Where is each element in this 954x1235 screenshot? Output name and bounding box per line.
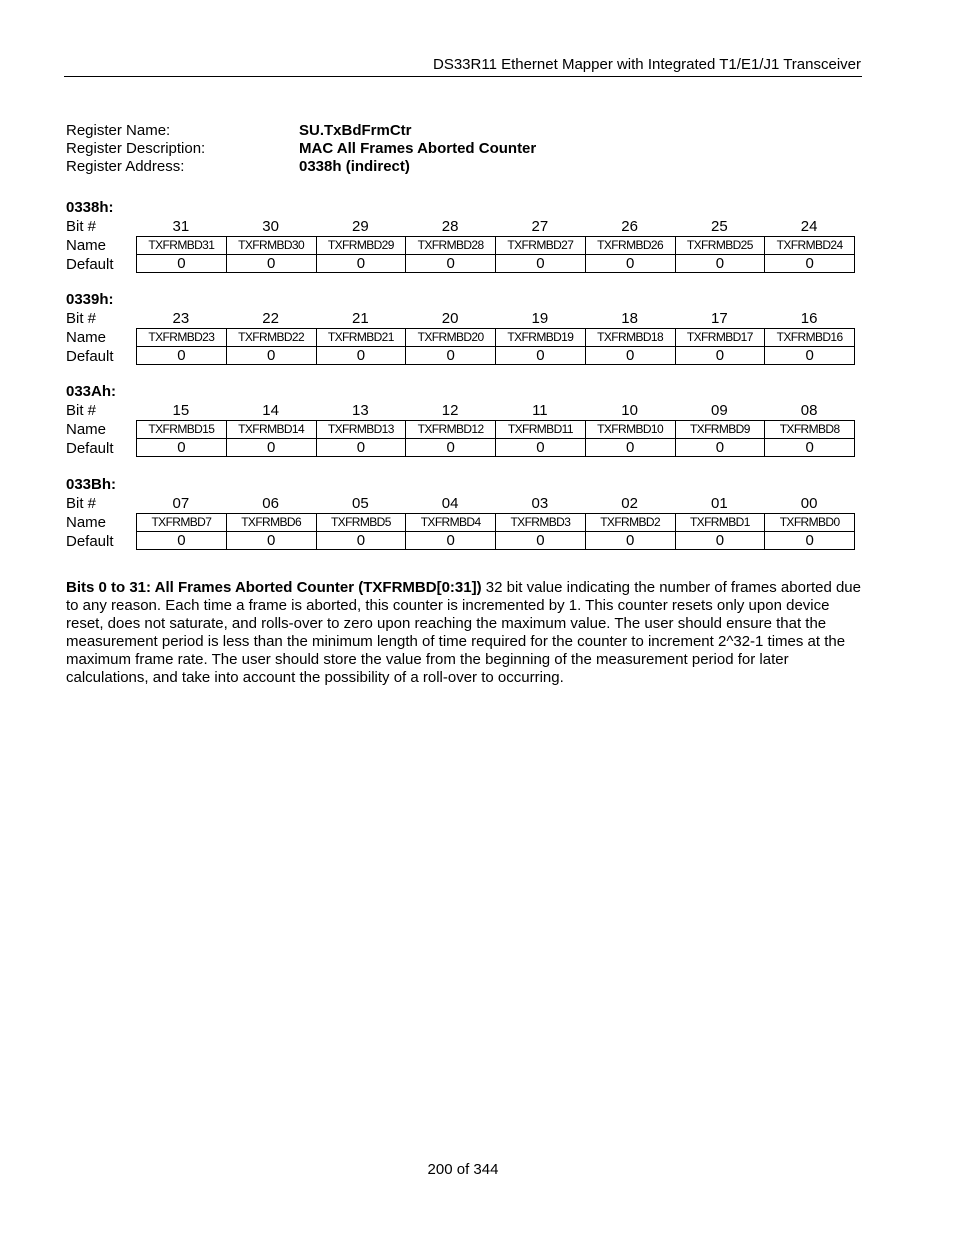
register-address-value: 0338h (indirect) — [299, 158, 410, 175]
bit-name-cell: TXFRMBD5 — [317, 514, 407, 531]
register-name-value: SU.TxBdFrmCtr — [299, 122, 412, 139]
block-address: 033Bh: — [66, 476, 117, 493]
default-row — [66, 532, 866, 551]
name-row-label: Name — [66, 237, 107, 254]
bit-default-cell: 0 — [676, 347, 766, 364]
bit-default-cell: 0 — [765, 439, 855, 456]
bit-row — [66, 401, 866, 420]
bit-number: 21 — [352, 310, 369, 327]
bit-number: 10 — [621, 402, 638, 419]
bit-name-cell: TXFRMBD1 — [676, 514, 766, 531]
bit-default-cell: 0 — [406, 347, 496, 364]
name-row — [66, 513, 866, 532]
bit-row-label: Bit # — [66, 218, 97, 235]
bit-name-cell: TXFRMBD9 — [676, 421, 766, 438]
bit-number: 03 — [531, 495, 549, 512]
bit-number: 22 — [262, 310, 279, 327]
bit-number: 00 — [800, 495, 818, 512]
name-row — [66, 420, 866, 439]
bit-number: 31 — [172, 218, 190, 235]
bit-name-cell: TXFRMBD10 — [586, 421, 676, 438]
bit-number: 12 — [441, 402, 459, 419]
default-row — [66, 347, 866, 366]
bit-number: 25 — [711, 218, 728, 235]
bit-default-cell: 0 — [227, 255, 317, 272]
bit-name-cell: TXFRMBD3 — [496, 514, 586, 531]
bit-name-cell: TXFRMBD18 — [586, 329, 676, 346]
bit-name-cell: TXFRMBD22 — [227, 329, 317, 346]
register-block-0339h — [66, 291, 866, 366]
bit-name-cell: TXFRMBD13 — [317, 421, 407, 438]
register-description-value: MAC All Frames Aborted Counter — [299, 140, 537, 157]
register-name-label: Register Name: — [66, 122, 171, 139]
register-description-label: Register Description: — [66, 140, 206, 157]
bit-number: 06 — [262, 495, 279, 512]
bit-description-paragraph — [66, 579, 866, 687]
bit-default-cell: 0 — [765, 347, 855, 364]
bit-default-cell: 0 — [406, 439, 496, 456]
bit-number: 27 — [531, 218, 549, 235]
bit-name-cell: TXFRMBD2 — [586, 514, 676, 531]
bit-number: 19 — [531, 310, 549, 327]
bit-name-cell: TXFRMBD17 — [676, 329, 766, 346]
bit-default-cell: 0 — [227, 439, 317, 456]
bit-number: 09 — [711, 402, 728, 419]
bit-number: 30 — [262, 218, 279, 235]
bit-number: 20 — [441, 310, 459, 327]
bit-default-cell: 0 — [137, 439, 227, 456]
bit-default-cell: 0 — [496, 532, 586, 549]
bit-name-cell: TXFRMBD11 — [496, 421, 586, 438]
bit-name-cell: TXFRMBD0 — [765, 514, 855, 531]
bit-default-cell: 0 — [317, 255, 407, 272]
bit-default-cell: 0 — [137, 532, 227, 549]
bit-default-cell: 0 — [496, 255, 586, 272]
bit-name-cell: TXFRMBD12 — [406, 421, 496, 438]
bit-number: 07 — [172, 495, 190, 512]
bit-number: 29 — [352, 218, 369, 235]
bit-number: 23 — [172, 310, 190, 327]
bit-default-cell: 0 — [586, 439, 676, 456]
bit-name-cell: TXFRMBD16 — [765, 329, 855, 346]
bit-name-cell: TXFRMBD8 — [765, 421, 855, 438]
bit-number: 17 — [711, 310, 728, 327]
default-row-label: Default — [66, 533, 114, 550]
block-address: 033Ah: — [66, 383, 117, 400]
bit-default-cell: 0 — [496, 439, 586, 456]
default-row — [66, 255, 866, 274]
bit-row — [66, 494, 866, 513]
bit-default-cell: 0 — [765, 255, 855, 272]
bit-default-cell: 0 — [137, 347, 227, 364]
bit-name-cell: TXFRMBD25 — [676, 237, 766, 254]
bit-number: 05 — [352, 495, 369, 512]
name-row — [66, 328, 866, 347]
bit-name-cell: TXFRMBD31 — [137, 237, 227, 254]
bit-default-cell: 0 — [586, 532, 676, 549]
bit-row-label: Bit # — [66, 402, 97, 419]
bit-number: 08 — [800, 402, 818, 419]
bit-default-cell: 0 — [676, 532, 766, 549]
bit-number: 16 — [800, 310, 818, 327]
bit-name-cell: TXFRMBD6 — [227, 514, 317, 531]
bit-number: 28 — [441, 218, 459, 235]
name-row-label: Name — [66, 514, 107, 531]
default-row-label: Default — [66, 440, 114, 457]
bit-name-cell: TXFRMBD23 — [137, 329, 227, 346]
bit-default-cell: 0 — [676, 255, 766, 272]
bit-name-cell: TXFRMBD19 — [496, 329, 586, 346]
register-block-033ah — [66, 383, 866, 458]
bit-name-cell: TXFRMBD24 — [765, 237, 855, 254]
bit-name-cell: TXFRMBD29 — [317, 237, 407, 254]
bit-default-cell: 0 — [227, 347, 317, 364]
bit-number: 11 — [532, 402, 548, 419]
register-block-033bh — [66, 476, 866, 551]
name-row-label: Name — [66, 421, 107, 438]
bit-description-body: 32 bit value indicating the number of frames aborted due to any reason. Each time a frame is aborted, this counter is incremented by 1. This counter resets only upon device reset, does not saturate, and rolls-over to zero upon reaching the maximum value. The user should ensure that the measurement period is less than the minimum length of time required for the counter to increment 2^32-1 times at the maximum frame rate. The user should store the value from the beginning of the measurement period for later calculations, and take into account the possibility of a roll-over to occurring. — [66, 579, 861, 686]
bit-default-cell: 0 — [586, 255, 676, 272]
bit-row — [66, 217, 866, 236]
bit-number: 14 — [262, 402, 279, 419]
document-header-title: DS33R11 Ethernet Mapper with Integrated T1/E1/J1 Transceiver — [432, 56, 861, 73]
bit-name-cell: TXFRMBD4 — [406, 514, 496, 531]
default-row-label: Default — [66, 348, 114, 365]
bit-name-cell: TXFRMBD27 — [496, 237, 586, 254]
register-address-label: Register Address: — [66, 158, 185, 175]
name-row — [66, 236, 866, 255]
bit-description-heading: Bits 0 to 31: All Frames Aborted Counter (TXFRMBD[0:31]) — [66, 579, 482, 596]
bit-name-cell: TXFRMBD28 — [406, 237, 496, 254]
bit-number: 13 — [352, 402, 369, 419]
bit-number: 26 — [621, 218, 638, 235]
bit-name-cell: TXFRMBD14 — [227, 421, 317, 438]
bit-number: 04 — [441, 495, 459, 512]
bit-default-cell: 0 — [137, 255, 227, 272]
bit-number: 24 — [800, 218, 818, 235]
block-address: 0338h: — [66, 199, 114, 216]
bit-name-cell: TXFRMBD26 — [586, 237, 676, 254]
bit-default-cell: 0 — [227, 532, 317, 549]
bit-number: 01 — [711, 495, 728, 512]
bit-default-cell: 0 — [765, 532, 855, 549]
bit-name-cell: TXFRMBD20 — [406, 329, 496, 346]
bit-default-cell: 0 — [317, 347, 407, 364]
bit-row — [66, 309, 866, 328]
block-address: 0339h: — [66, 291, 114, 308]
bit-row-label: Bit # — [66, 495, 97, 512]
bit-name-cell: TXFRMBD21 — [317, 329, 407, 346]
bit-default-cell: 0 — [406, 532, 496, 549]
bit-default-cell: 0 — [676, 439, 766, 456]
bit-default-cell: 0 — [317, 439, 407, 456]
bit-row-label: Bit # — [66, 310, 97, 327]
header-divider — [64, 76, 862, 77]
register-block-0338h — [66, 199, 866, 274]
bit-default-cell: 0 — [496, 347, 586, 364]
bit-default-cell: 0 — [586, 347, 676, 364]
default-row-label: Default — [66, 256, 114, 273]
bit-name-cell: TXFRMBD15 — [137, 421, 227, 438]
bit-number: 02 — [621, 495, 638, 512]
bit-default-cell: 0 — [317, 532, 407, 549]
default-row — [66, 439, 866, 458]
bit-name-cell: TXFRMBD7 — [137, 514, 227, 531]
name-row-label: Name — [66, 329, 107, 346]
bit-number: 15 — [172, 402, 190, 419]
bit-number: 18 — [621, 310, 638, 327]
page-number: 200 of 344 — [427, 1161, 499, 1178]
bit-default-cell: 0 — [406, 255, 496, 272]
bit-name-cell: TXFRMBD30 — [227, 237, 317, 254]
